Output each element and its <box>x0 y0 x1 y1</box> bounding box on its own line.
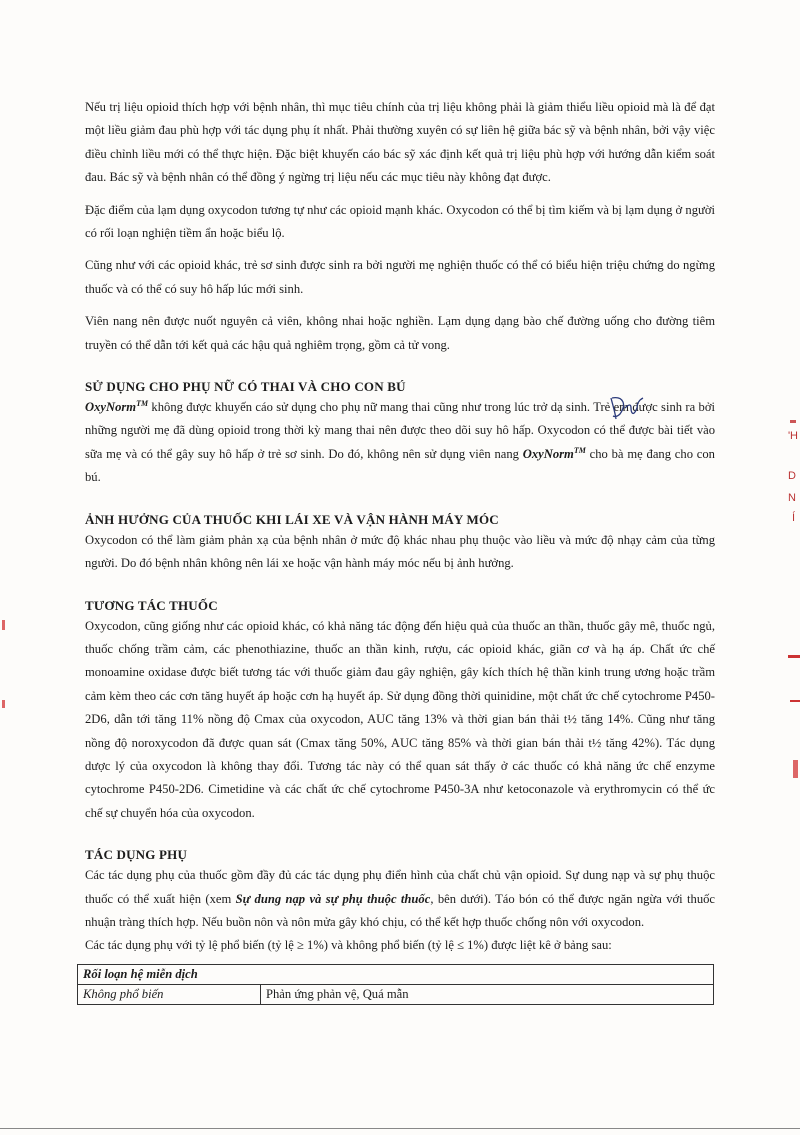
table-row <box>78 984 714 1004</box>
paragraph-abuse: Đặc điểm của lạm dụng oxycodon tương tự như các opioid mạnh khác. Oxycodon có thể bị tìm kiếm và bị lạm dụng ở người có rối loạn nghiện tiềm ẩn hoặc biểu lộ. <box>85 202 715 241</box>
document-body <box>85 96 715 1005</box>
trademark-2: TM <box>573 445 586 455</box>
side-effects-table <box>77 964 714 1005</box>
paragraph-side-effects <box>85 864 715 934</box>
paragraph-interactions: Oxycodon, cũng giống như các opioid khác, có khả năng tác động đến hiệu quả của thuốc an thần, thuốc gây mê, thuốc ngủ, thuốc chống trầm cảm, các phenothiazine, thuốc an thần kinh, rượu, các opioid khác, giãn cơ và hạ áp. Chất ức chế monoamine oxidase được biết tương tác với thuốc giảm đau gây nghiện, gây kích thích hệ thần kinh trung ương hoặc trầm cảm kèm theo các cơn tăng huyết áp hoặc cơn hạ huyết áp. Sử dụng đồng thời quinidine, một chất ức chế cytochrome P450-2D6, dẫn tới tăng 11% nồng độ Cmax của oxycodon, AUC tăng 13% và thời gian bán thải t½ tăng 14%. Cũng như tăng nồng độ noroxycodon đã được quan sát (Cmax tăng 50%, AUC tăng 85% và thời gian bán thải t½ tăng 42%). Tác dụng dược lý của oxycodon là không thay đổi. Tương tác này có thể quan sát thấy ở các thuốc có khả năng ức chế enzyme cytochrome P450-2D6. Cimetidine và các chất ức chế cytochrome P450-3A như ketoconazole và erythromycin có thể ức chế sự chuyển hóa của oxycodon. <box>85 618 715 820</box>
pregnancy-text-2: cho bà mẹ đang cho con bú. <box>85 446 715 485</box>
handwritten-initial <box>607 392 647 424</box>
scan-mark <box>2 700 5 708</box>
paragraph-driving: Oxycodon có thể làm giảm phản xạ của bệnh nhân ở mức độ khác nhau phụ thuộc vào liều và mức độ nhạy cảm của từng người. Do đó bệnh nhân không nên lái xe hoặc vận hành máy móc nếu bị ảnh hưởng. <box>85 532 715 571</box>
heading-interactions: TƯƠNG TÁC THUỐC <box>85 597 218 613</box>
heading-pregnancy: SỬ DỤNG CHO PHỤ NỮ CÓ THAI VÀ CHO CON BÚ <box>85 379 406 395</box>
heading-driving: ẢNH HƯỞNG CỦA THUỐC KHI LÁI XE VÀ VẬN HÀNH MÁY MÓC <box>85 511 499 527</box>
pregnancy-text-1: không được khuyến cáo sử dụng cho phụ nữ mang thai cũng như trong lúc trở dạ sinh. Trẻ em được sinh ra bởi những người mẹ đã dùng opioid trong thời kỳ mang thai nên được theo dõi suy hô hấp. Oxycodon có thể được bài tiết vào sữa mẹ và có thể gây suy hô hấp ở trẻ sơ sinh. Do đó, không nên sử dụng viên nang <box>85 400 715 461</box>
heading-side-effects: TÁC DỤNG PHỤ <box>85 847 188 863</box>
side-effects-text-1: Các tác dụng phụ của thuốc gồm đầy đủ các tác dụng phụ điển hình của chất chủ vận opioid. Sự dung nạp và sự phụ thuộc thuốc có thể xuất hiện (xem <box>85 868 715 906</box>
product-name: OxyNorm <box>85 400 137 415</box>
table-effects-cell: Phản ứng phản vệ, Quá mẫn <box>261 984 714 1004</box>
edge-fragment: 'H <box>787 430 798 442</box>
product-name-2: OxyNorm <box>522 446 574 461</box>
side-effects-text-2: , bên dưới). Táo bón có thể được ngăn ngừa với thuốc nhuận tràng thích hợp. Nếu buồn nôn và nôn mửa gây khó chịu, có thể kết hợp thuốc chống nôn với oxycodon. <box>85 891 715 929</box>
table-frequency-cell: Không phổ biến <box>78 984 261 1004</box>
table-intro: Các tác dụng phụ với tỷ lệ phổ biến (tỷ lệ ≥ 1%) và không phổ biến (tỷ lệ ≤ 1%) được liệt kê ở bảng sau: <box>85 938 612 953</box>
side-effects-reference: Sự dung nạp và sự phụ thuộc thuốc <box>235 891 431 906</box>
scan-mark <box>788 655 800 658</box>
scan-mark <box>790 420 796 423</box>
paragraph-therapy-goal: Nếu trị liệu opioid thích hợp với bệnh nhân, thì mục tiêu chính của trị liệu không phải là giảm thiểu liều opioid mà là để đạt một liều giảm đau phù hợp với tác dụng phụ ít nhất. Phải thường xuyên có sự liên hệ giữa bác sỹ và bệnh nhân, bởi vậy việc điều chỉnh liều mới có thể thực hiện. Đặc biệt khuyến cáo bác sỹ xác định kết quả trị liệu phù hợp với hướng dẫn kiểm soát đau. Bác sỹ và bệnh nhân có thể đồng ý ngừng trị liệu nếu các mục tiêu này không đạt được. <box>85 100 715 185</box>
paragraph-neonates: Cũng như với các opioid khác, trẻ sơ sinh được sinh ra bởi người mẹ nghiện thuốc có thể có biểu hiện triệu chứng do ngừng thuốc và có thể có suy hô hấp lúc mới sinh. <box>85 258 715 296</box>
table-row <box>78 964 714 984</box>
scan-mark <box>2 620 5 630</box>
table-group-header: Rối loạn hệ miễn dịch <box>78 964 714 984</box>
paragraph-capsules: Viên nang nên được nuốt nguyên cả viên, không nhai hoặc nghiền. Lạm dụng dạng bào chế đường uống cho đường tiêm truyền có thể dẫn tới kết quả các hậu quả nghiêm trọng, gồm cả tử vong. <box>85 314 715 352</box>
edge-fragment: N <box>788 492 796 504</box>
scan-mark <box>793 760 798 778</box>
edge-fragment: Í <box>791 512 795 524</box>
trademark: TM <box>136 398 149 408</box>
scan-mark <box>790 700 800 702</box>
page-bottom-edge <box>0 1128 800 1129</box>
edge-fragment: D <box>788 470 796 482</box>
